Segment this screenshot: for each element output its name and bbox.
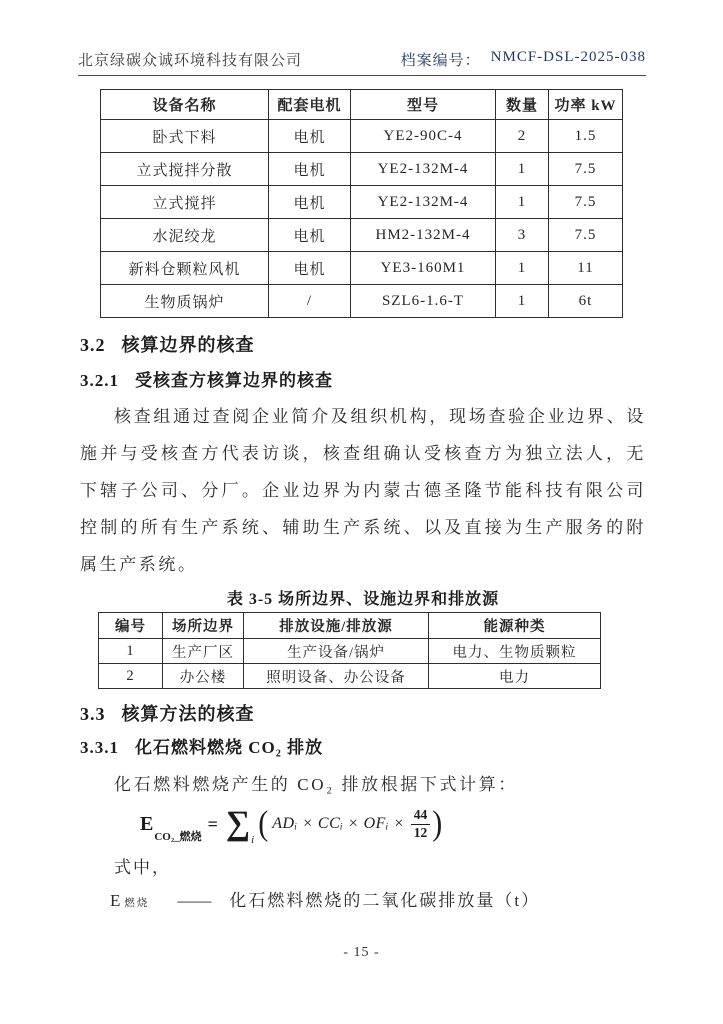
section-number: 3.2.1 (80, 371, 119, 390)
definition-dash: —— (177, 891, 212, 910)
header-divider (78, 75, 646, 76)
term-symbol: E (110, 891, 123, 910)
table-cell: 办公楼 (163, 664, 244, 689)
table-row (99, 639, 601, 664)
fraction-numerator: 44 (411, 807, 431, 825)
section-title: 受核查方核算边界的核查 (135, 371, 333, 390)
section-title: 核算方法的核查 (121, 704, 255, 724)
table-cell: 7.5 (549, 219, 623, 252)
table-3-5-title: 表 3-5 场所边界、设施边界和排放源 (226, 591, 500, 608)
doc-number-value: NMCF-DSL-2025-038 (490, 49, 646, 65)
table-cell: SZL6-1.6-T (351, 285, 496, 318)
table-header-row (99, 613, 601, 639)
table-cell: 1 (496, 186, 549, 219)
open-paren: ( (258, 804, 269, 843)
where-label: 式中， (114, 858, 171, 877)
column-header: 能源种类 (429, 613, 601, 639)
doc-number (401, 49, 646, 70)
table-cell: 1 (496, 285, 549, 318)
table-cell: 1 (99, 639, 163, 664)
table-cell: 电机 (269, 252, 351, 285)
table-cell: 水泥绞龙 (101, 219, 269, 252)
table-cell: 卧式下料 (101, 120, 269, 153)
column-header: 数量 (496, 90, 549, 120)
company-name: 北京绿碳众诚环境科技有限公司 (78, 53, 303, 69)
doc-number-label: 档案编号： (400, 53, 481, 69)
table-cell: 电力、生物质颗粒 (429, 639, 601, 664)
table-cell: 电机 (269, 120, 351, 153)
column-header: 编号 (99, 613, 163, 639)
table-cell: YE2-132M-4 (351, 186, 496, 219)
table-cell: 1.5 (549, 120, 623, 153)
table-cell: 2 (99, 664, 163, 689)
column-header: 型号 (351, 90, 496, 120)
table-cell: 新料仓颗粒风机 (101, 252, 269, 285)
definition-text: 化石燃料燃烧的二氧化碳排放量（t） (229, 891, 541, 910)
term-subscript: 燃烧 (124, 898, 150, 909)
formula-lhs: E (140, 812, 154, 835)
table-cell: 生产设备/锅炉 (244, 639, 429, 664)
table-row (101, 120, 623, 153)
table-cell: 电机 (269, 186, 351, 219)
section-number: 3.2 (80, 335, 106, 355)
fraction-44-12 (411, 807, 431, 842)
close-paren: ) (432, 804, 443, 843)
section-title: 化石燃料燃烧 CO₂ 排放 (135, 738, 324, 757)
section-heading-3-3 (80, 700, 255, 726)
paragraph-3-3-1: 化石燃料燃烧产生的 CO₂ 排放根据下式计算： (114, 775, 518, 794)
formula-terms: ADᵢ × CCᵢ × OFᵢ × (272, 815, 405, 832)
table-cell: / (269, 285, 351, 318)
table-row (101, 186, 623, 219)
sigma-subscript: i (251, 834, 255, 846)
section-title: 核算边界的核查 (121, 335, 255, 355)
table-cell: 1 (496, 153, 549, 186)
section-number: 3.3 (80, 704, 106, 724)
formula-lhs-subscript: CO₂_燃烧 (154, 831, 202, 843)
table-cell: 3 (496, 219, 549, 252)
table-cell: YE2-90C-4 (351, 120, 496, 153)
sigma-symbol: ∑ (225, 805, 251, 842)
column-header: 设备名称 (101, 90, 269, 120)
boundary-table (98, 612, 601, 689)
section-heading-3-2-1 (80, 366, 333, 391)
table-cell: 立式搅拌 (101, 186, 269, 219)
table-cell: 11 (549, 252, 623, 285)
co2-combustion-formula (140, 800, 442, 848)
table-row (99, 664, 601, 689)
table-cell: 生物质锅炉 (101, 285, 269, 318)
fraction-denominator: 12 (413, 824, 428, 840)
table-cell: 7.5 (549, 186, 623, 219)
table-row (101, 285, 623, 318)
page-header (78, 49, 646, 69)
equipment-table (100, 89, 623, 318)
term-definition-line (110, 886, 540, 911)
table-cell: 电机 (269, 153, 351, 186)
table-cell: 立式搅拌分散 (101, 153, 269, 186)
table-cell: 生产厂区 (163, 639, 244, 664)
table-cell: 2 (496, 120, 549, 153)
column-header: 场所边界 (163, 613, 244, 639)
paragraph-3-2-1: 核查组通过查阅企业简介及组织机构，现场查验企业边界、设施并与受核查方代表访谈，核查组确认受核查方为独立法人，无下辖子公司、分厂。企业边界为内蒙古德圣隆节能科技有限公司控制的所有生产系统、辅助生产系统、以及直接为生产服务的附属生产系统。 (80, 407, 646, 574)
page-number: - 15 - (343, 945, 380, 960)
table-cell: 电力 (429, 664, 601, 689)
table-cell: 6t (549, 285, 623, 318)
table-row (101, 252, 623, 285)
equals-sign: = (207, 813, 218, 834)
column-header: 排放设施/排放源 (244, 613, 429, 639)
section-heading-3-2 (80, 331, 255, 357)
table-row (101, 153, 623, 186)
section-heading-3-3-1 (80, 733, 323, 758)
section-number: 3.3.1 (80, 738, 119, 757)
table-cell: 7.5 (549, 153, 623, 186)
table-row (101, 219, 623, 252)
table-cell: HM2-132M-4 (351, 219, 496, 252)
column-header: 配套电机 (269, 90, 351, 120)
table-cell: 1 (496, 252, 549, 285)
table-cell: YE3-160M1 (351, 252, 496, 285)
table-cell: 电机 (269, 219, 351, 252)
table-cell: 照明设备、办公设备 (244, 664, 429, 689)
table-header-row (101, 90, 623, 120)
column-header: 功率 kW (549, 90, 623, 120)
table-cell: YE2-132M-4 (351, 153, 496, 186)
